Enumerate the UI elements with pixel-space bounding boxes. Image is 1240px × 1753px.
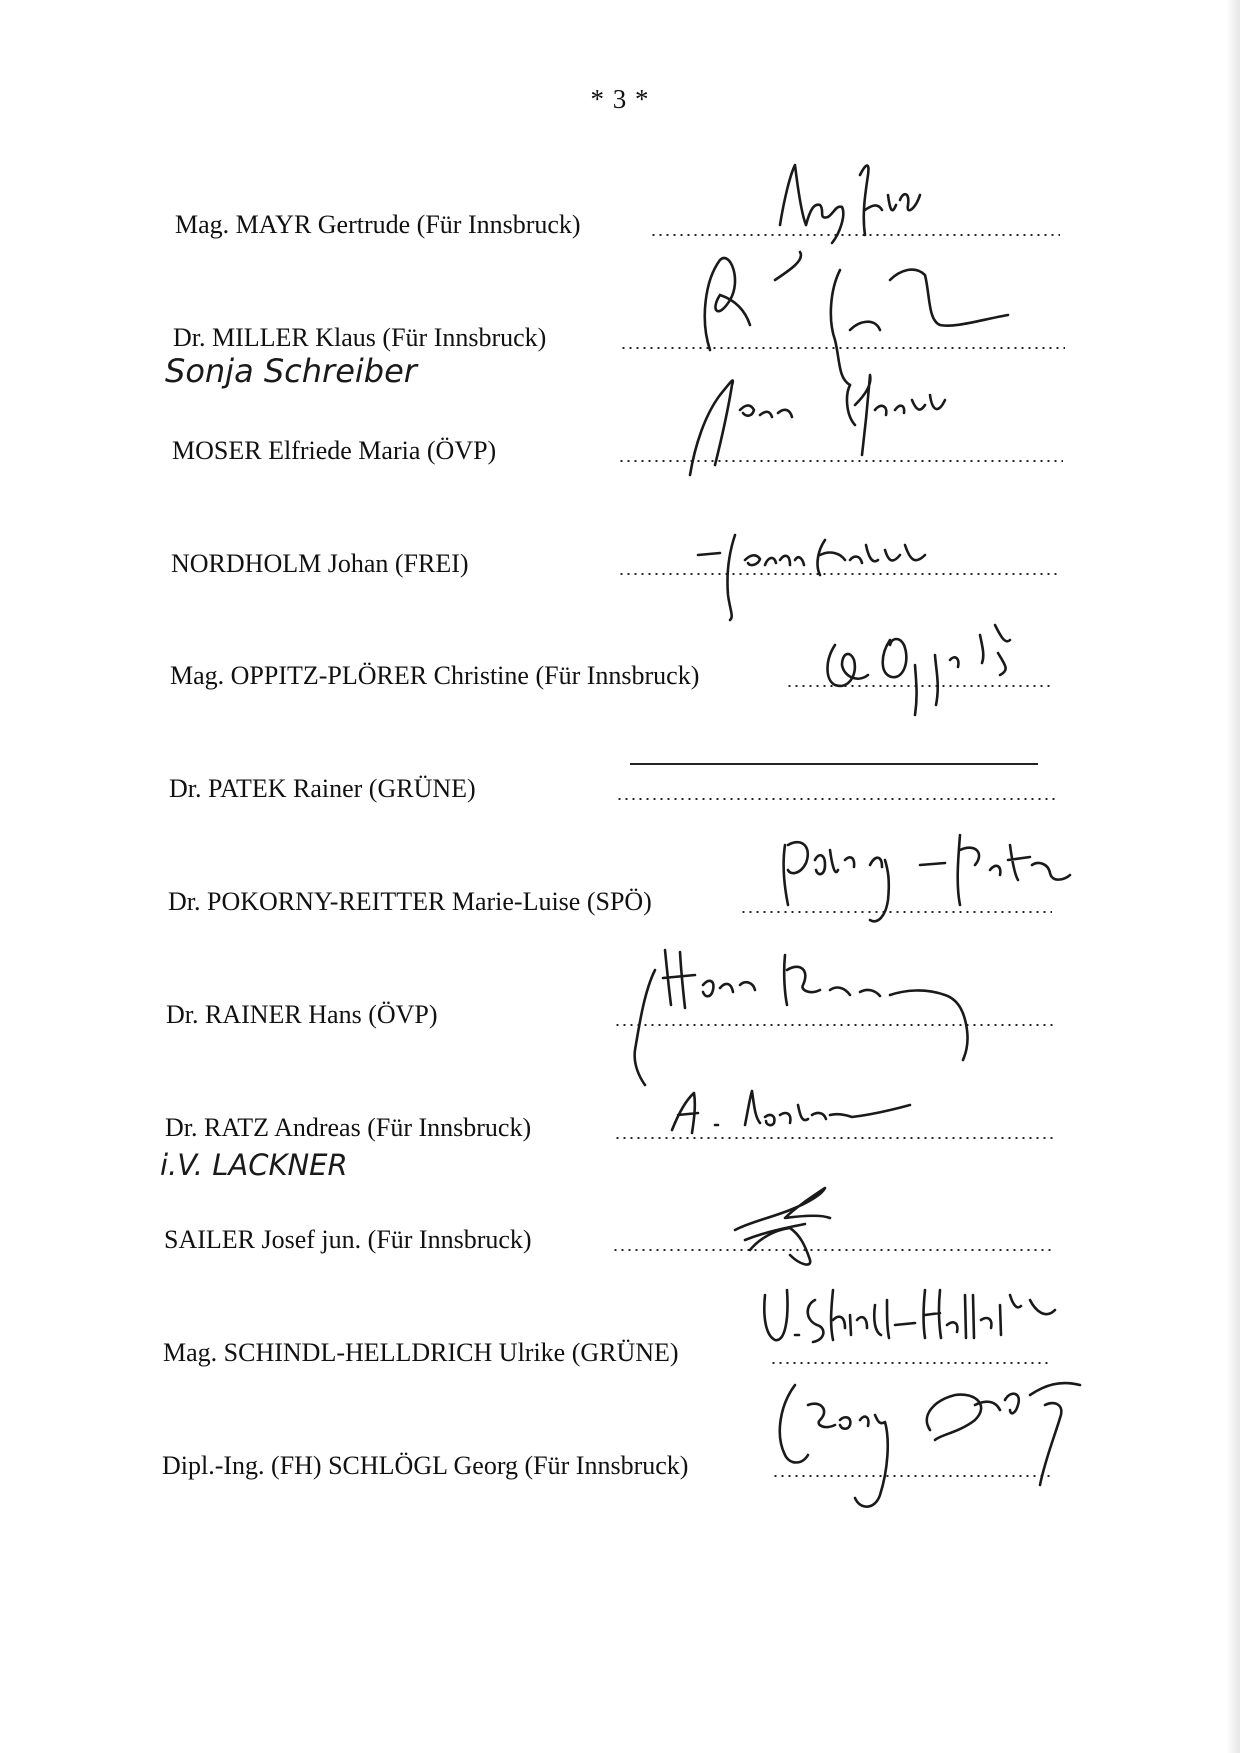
entry-name: SAILER Josef jun. (Für Innsbruck) bbox=[164, 1225, 532, 1254]
entry-name: Dr. RATZ Andreas (Für Innsbruck) bbox=[165, 1113, 532, 1142]
signature-entry-mayr bbox=[0, 180, 1240, 240]
signature-entry-ratz bbox=[0, 1083, 1240, 1143]
signature-line bbox=[616, 798, 1058, 800]
entry-name: Mag. MAYR Gertrude (Für Innsbruck) bbox=[175, 210, 581, 239]
signature-entry-nordholm bbox=[0, 519, 1240, 579]
entry-name: MOSER Elfriede Maria (ÖVP) bbox=[172, 436, 497, 465]
entry-name: NORDHOLM Johan (FREI) bbox=[171, 549, 469, 578]
signature-oppitz bbox=[820, 615, 1060, 725]
entry-name: Dr. POKORNY-REITTER Marie-Luise (SPÖ) bbox=[168, 887, 652, 916]
signature-entry-patek bbox=[0, 744, 1240, 804]
entry-name: Dipl.-Ing. (FH) SCHLÖGL Georg (Für Innsbruck) bbox=[162, 1451, 689, 1480]
struck-line bbox=[630, 763, 1038, 765]
entry-name: Dr. MILLER Klaus (Für Innsbruck) bbox=[173, 323, 547, 352]
signature-sailer bbox=[730, 1180, 840, 1275]
signature-entry-sailer bbox=[0, 1195, 1240, 1255]
entry-name: Mag. SCHINDL-HELLDRICH Ulrike (GRÜNE) bbox=[163, 1338, 679, 1367]
entry-name: Dr. PATEK Rainer (GRÜNE) bbox=[169, 774, 476, 803]
signature-entry-moser bbox=[0, 406, 1240, 466]
signature-schloegl bbox=[760, 1370, 1105, 1515]
signature-pokorny-reitter bbox=[770, 825, 1100, 955]
handwritten-note-substitute: Sonja Schreiber bbox=[165, 352, 417, 390]
signature-nordholm bbox=[690, 525, 970, 625]
entry-name: Mag. OPPITZ-PLÖRER Christine (Für Innsbruck) bbox=[170, 661, 700, 690]
signature-entry-miller bbox=[0, 293, 1240, 353]
scan-edge-shadow bbox=[1226, 0, 1240, 1753]
signature-mayr bbox=[770, 155, 970, 250]
signature-ratz bbox=[660, 1085, 920, 1145]
entry-name: Dr. RAINER Hans (ÖVP) bbox=[166, 1000, 438, 1029]
signature-schindl-helldrich bbox=[755, 1280, 1085, 1375]
signature-moser bbox=[650, 355, 990, 485]
page-number: * 3 * bbox=[590, 84, 650, 114]
signature-rainer bbox=[605, 940, 1015, 1090]
handwritten-note-substitute: i.V. LACKNER bbox=[160, 1148, 348, 1182]
